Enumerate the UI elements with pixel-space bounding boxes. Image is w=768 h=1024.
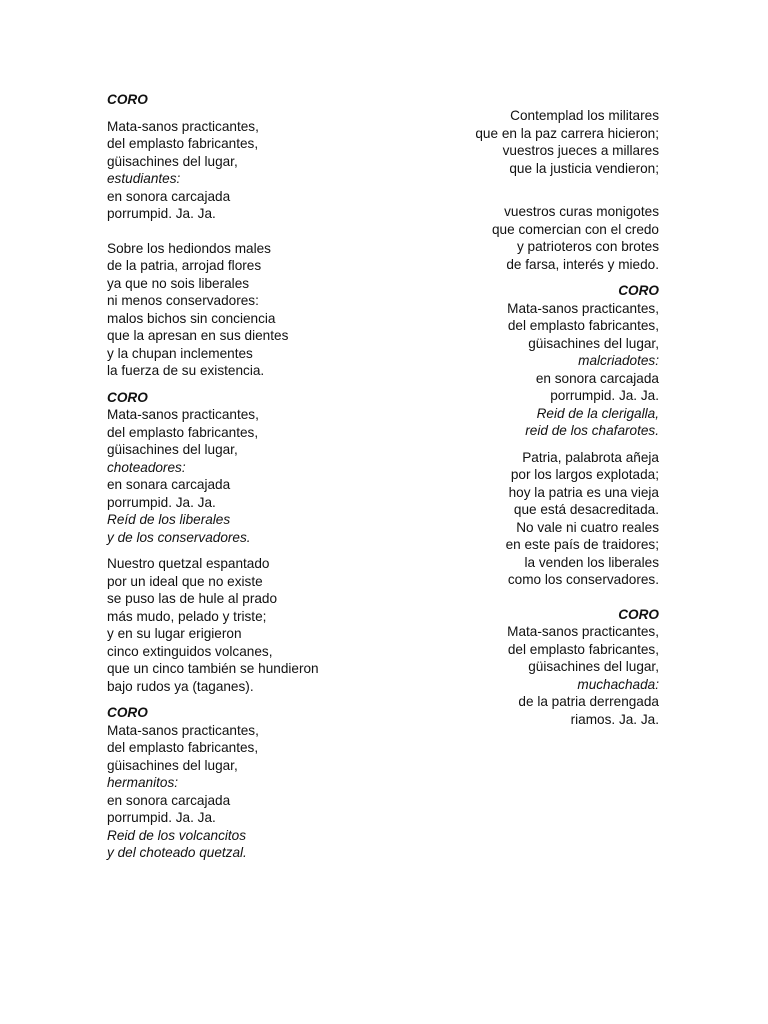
verse-line: reid de los chafarotes. [525, 423, 659, 438]
verse-line: Reid de los volcancitos [107, 827, 247, 843]
verse-line: del emplasto fabricantes, [107, 136, 259, 151]
verse-line: Contemplad los militares [510, 108, 659, 123]
verse-line: Patria, palabrota añeja [522, 449, 659, 465]
verse-line: Mata-sanos practicantes, [107, 722, 259, 738]
verse-line: que la apresan en sus dientes [107, 328, 289, 343]
verse-line: No vale ni cuatro reales [516, 519, 659, 535]
verse-line: Reíd de los liberales [107, 512, 231, 527]
verse-line: de la patria, arrojad flores [107, 258, 262, 273]
verse-line: por los largos explotada; [510, 467, 659, 482]
verse-line: la venden los liberales [524, 554, 659, 570]
verse-line: se puso las de hule al prado [107, 591, 278, 606]
verse-line: de la patria derrengada [518, 694, 659, 709]
stanza-heading: CORO [107, 389, 148, 405]
verse-line: Nuestro quetzal espantado [107, 556, 270, 571]
verse-line: güisachines del lugar, [107, 442, 238, 457]
stanza [107, 91, 407, 109]
verse-line: riamos. Ja. Ja. [570, 711, 659, 727]
verse-line: malcriadotes: [578, 353, 659, 368]
verse-line: que está desacreditada. [513, 502, 659, 517]
verse-line: estudiantes: [107, 171, 181, 186]
verse-line: Mata-sanos practicantes, [107, 118, 259, 134]
verse-line: y la chupan inclementes [107, 345, 253, 361]
stanza [380, 203, 659, 273]
verse-line: que comercian con el credo [492, 221, 659, 237]
verse-line: porrumpid. Ja. Ja. [107, 810, 216, 825]
verse-line: y patrioteros con brotes [516, 239, 659, 254]
verse-line: en sonora carcajada [107, 188, 231, 204]
verse-line: que la justicia vendieron; [509, 160, 659, 176]
verse-line: por un ideal que no existe [107, 573, 263, 589]
verse-line: más mudo, pelado y triste; [107, 608, 267, 624]
stanza [380, 606, 659, 729]
verse-line: del emplasto fabricantes, [107, 424, 259, 440]
verse-line: ni menos conservadores: [107, 293, 259, 308]
verse-line: que en la paz carrera hicieron; [475, 125, 659, 141]
verse-line: Mata-sanos practicantes, [507, 624, 659, 639]
verse-line: y en su lugar erigieron [107, 626, 242, 641]
stanza [380, 282, 659, 440]
verse-line: malos bichos sin conciencia [107, 310, 276, 326]
right-column [380, 107, 659, 728]
verse-line: Mata-sanos practicantes, [507, 300, 659, 316]
verse-line: Mata-sanos practicantes, [107, 407, 259, 422]
verse-line: güisachines del lugar, [107, 757, 238, 773]
verse-line: del emplasto fabricantes, [107, 740, 259, 755]
stanza-heading: CORO [107, 92, 148, 107]
verse-line: que un cinco también se hundieron [107, 661, 319, 676]
stanza-heading: CORO [618, 606, 659, 622]
verse-line: porrumpid. Ja. Ja. [550, 388, 659, 403]
verse-line: en este país de traidores; [505, 537, 659, 552]
verse-line: Sobre los hediondos males [107, 240, 271, 256]
stanza [107, 555, 407, 695]
verse-line: porrumpid. Ja. Ja. [107, 494, 216, 510]
stanza [107, 240, 407, 380]
verse-line: en sonara carcajada [107, 477, 231, 492]
verse-line: del emplasto fabricantes, [507, 318, 659, 333]
verse-line: Reid de la clerigalla, [536, 405, 659, 421]
verse-line: güisachines del lugar, [528, 335, 659, 351]
verse-line: del emplasto fabricantes, [507, 641, 659, 657]
verse-line: güisachines del lugar, [528, 659, 659, 674]
stanza-heading: CORO [107, 705, 148, 720]
stanza [107, 389, 407, 547]
verse-line: en sonora carcajada [535, 370, 659, 386]
verse-line: en sonora carcajada [107, 792, 231, 808]
verse-line: bajo rudos ya (taganes). [107, 678, 254, 694]
verse-line: choteadores: [107, 459, 186, 475]
verse-line: y del choteado quetzal. [107, 845, 247, 860]
stanza [107, 704, 407, 862]
verse-line: hoy la patria es una vieja [508, 484, 659, 500]
stanza-heading: CORO [618, 283, 659, 298]
verse-line: ya que no sois liberales [107, 275, 250, 291]
verse-line: vuestros jueces a millares [502, 143, 659, 158]
stanza [380, 449, 659, 589]
stanza [107, 118, 407, 223]
verse-line: y de los conservadores. [107, 529, 251, 545]
stanza [380, 107, 659, 177]
verse-line: la fuerza de su existencia. [107, 363, 265, 378]
verse-line: como los conservadores. [507, 572, 659, 587]
verse-line: güisachines del lugar, [107, 153, 238, 169]
verse-line: porrumpid. Ja. Ja. [107, 206, 216, 221]
verse-line: cinco extinguidos volcanes, [107, 643, 273, 659]
verse-line: de farsa, interés y miedo. [506, 256, 659, 272]
left-column [107, 91, 407, 862]
verse-line: muchachada: [577, 676, 659, 692]
verse-line: vuestros curas monigotes [504, 204, 659, 219]
verse-line: hermanitos: [107, 775, 179, 790]
